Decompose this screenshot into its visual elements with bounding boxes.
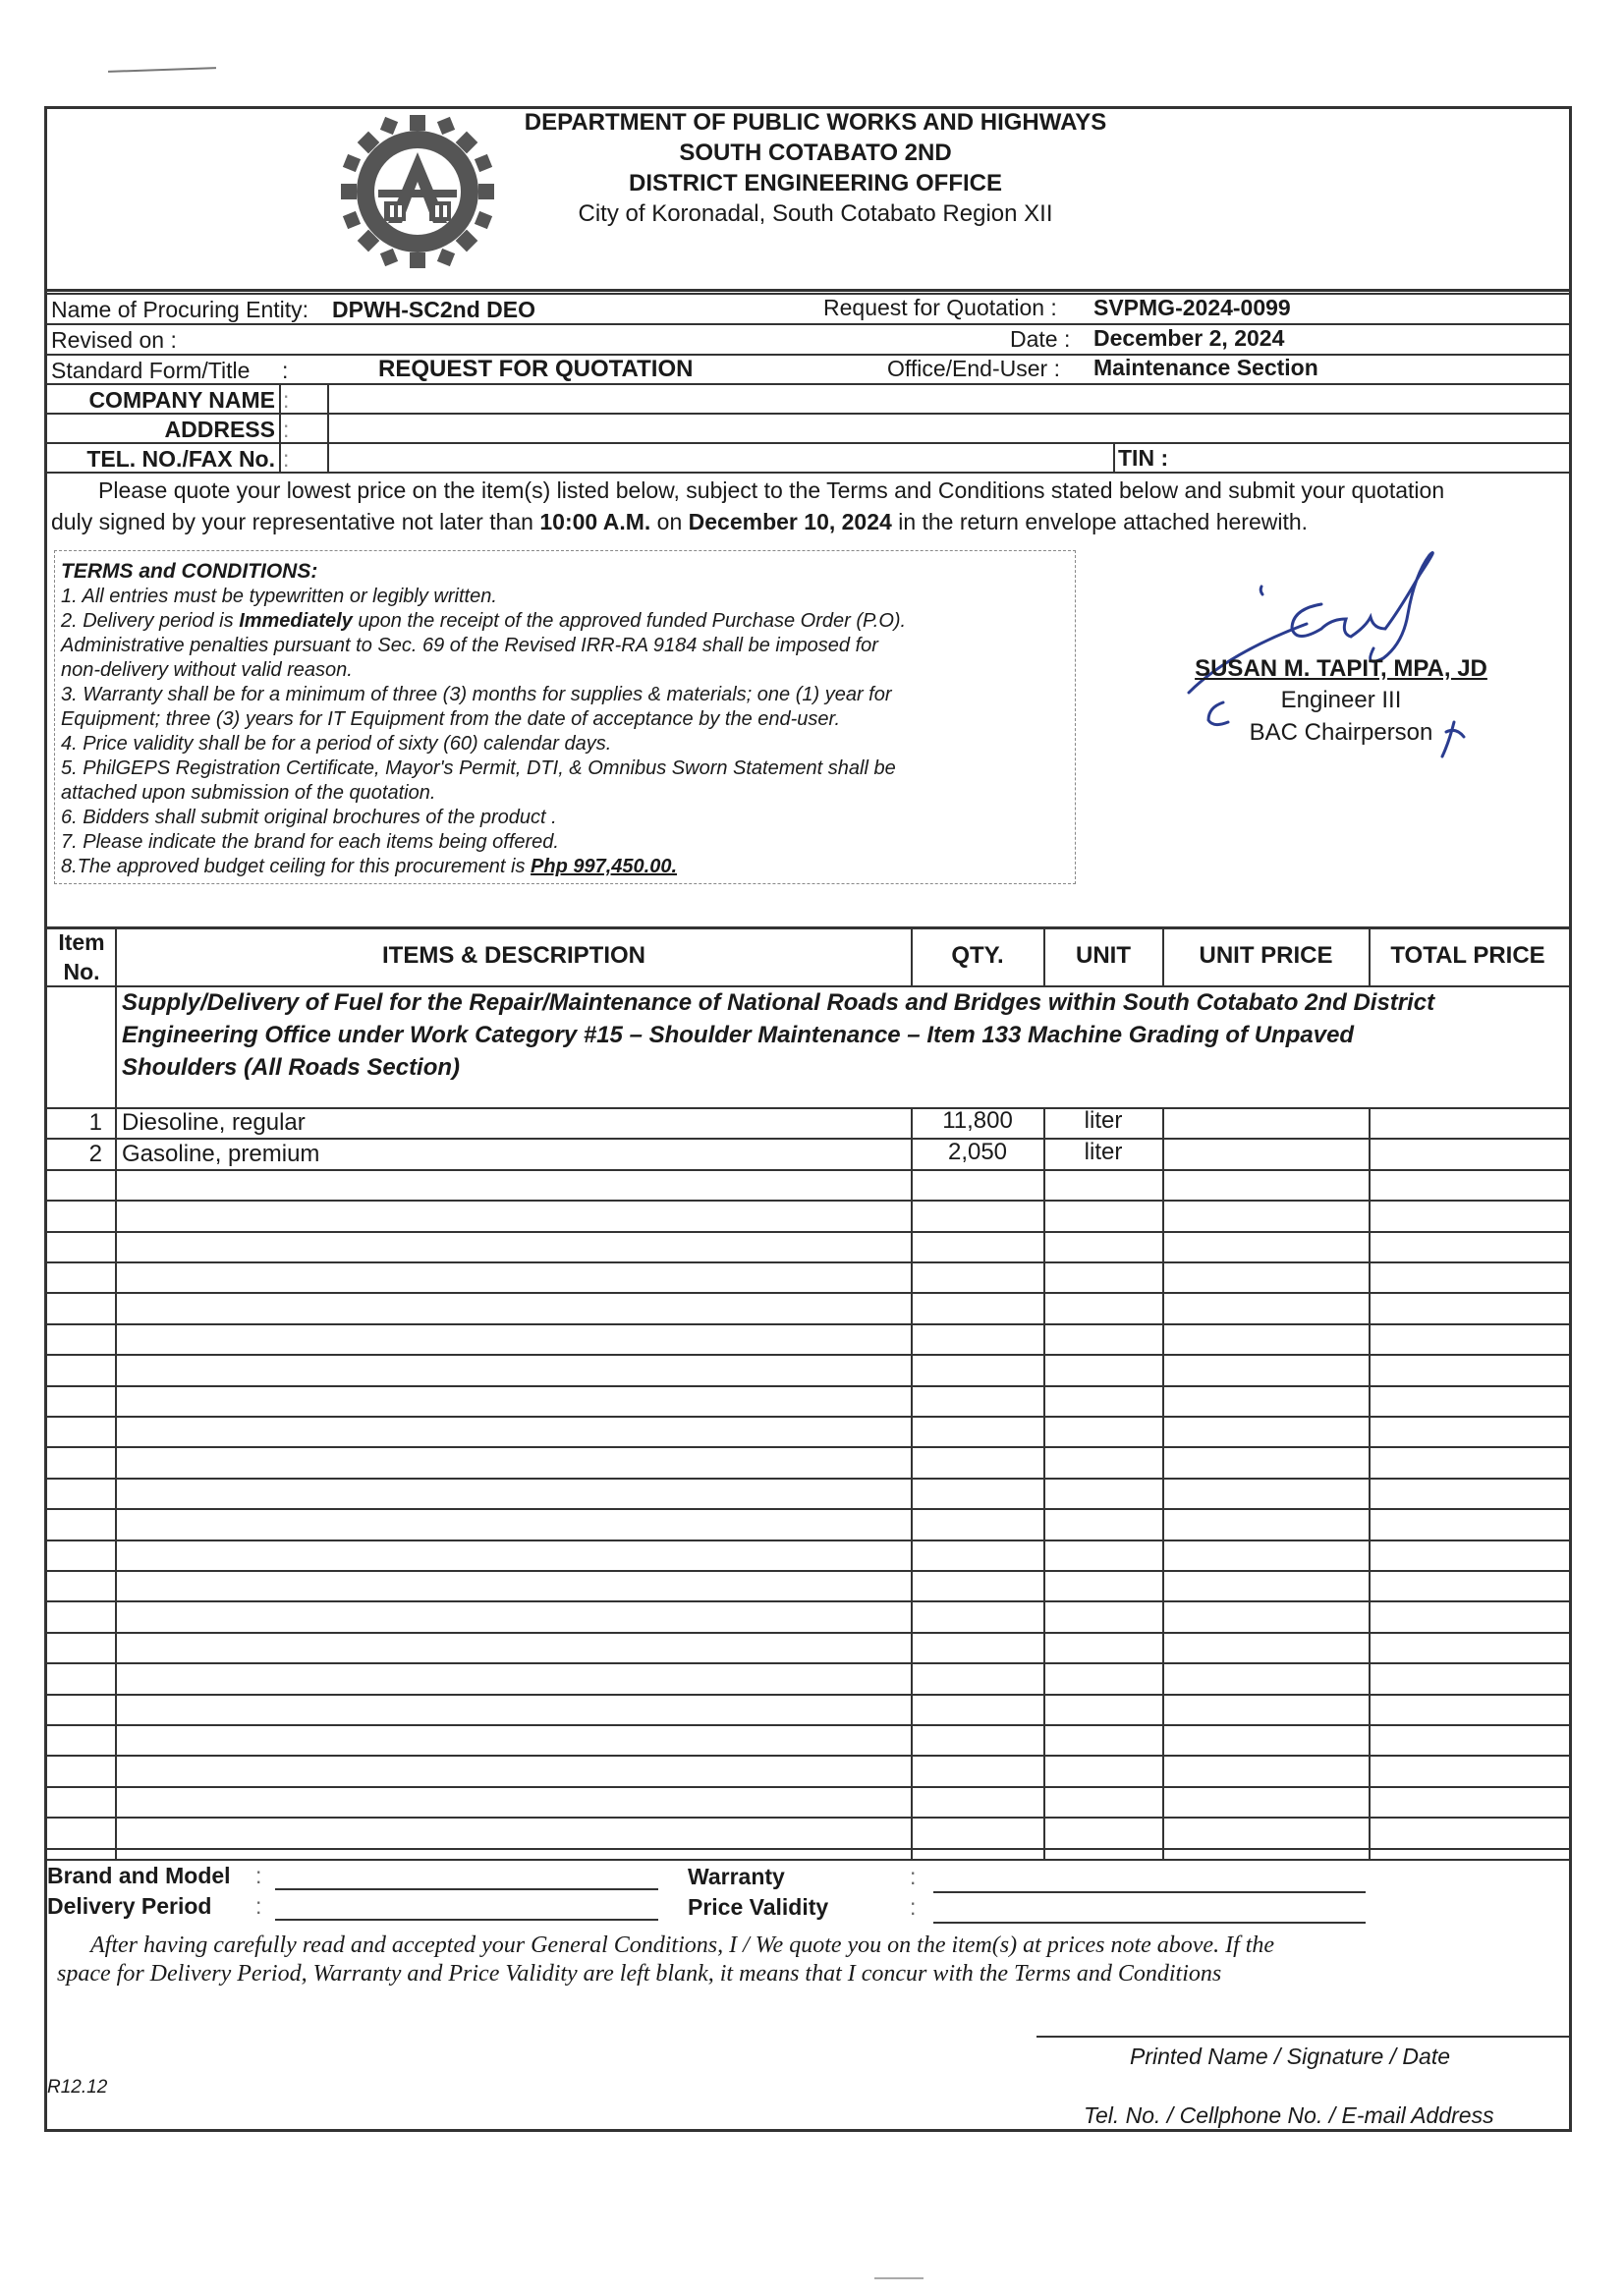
brand-model-label: Brand and Model	[47, 1863, 231, 1888]
table-row-line	[47, 1138, 1569, 1140]
scan-mark	[108, 67, 216, 73]
contact-label: Tel. No. / Cellphone No. / E-mail Address	[1084, 2102, 1494, 2128]
address-field[interactable]	[334, 417, 1562, 440]
row-1-no: 1	[88, 1109, 102, 1136]
standard-form-label: Standard Form/Title	[51, 358, 251, 383]
term-8: 8.The approved budget ceiling for this procurement is Php 997,450.00.	[61, 856, 678, 877]
signatory-role: BAC Chairperson	[1249, 719, 1433, 746]
company-name-field[interactable]	[334, 387, 1562, 411]
office-label: Office/End-User :	[887, 356, 1060, 381]
table-row-line	[47, 1570, 1569, 1572]
brand-model-colon: :	[255, 1863, 262, 1888]
form-code: R12.12	[47, 2077, 108, 2098]
warranty-colon: :	[910, 1864, 917, 1889]
term-3-cont: Equipment; three (3) years for IT Equipment from the date of acceptance by the end-user.	[61, 708, 841, 730]
header-item-no: Item No.	[58, 929, 105, 984]
term-6: 6. Bidders shall submit original brochures of the product .	[61, 807, 557, 828]
standard-form-colon: :	[282, 358, 289, 383]
table-row-line	[47, 1540, 1569, 1541]
table-row-line	[47, 1200, 1569, 1202]
delivery-period-colon: :	[255, 1893, 262, 1919]
scan-mark-bottom	[874, 2277, 924, 2279]
table-row-line	[47, 1261, 1569, 1263]
row-2-unit: liter	[1084, 1139, 1123, 1165]
header-unit: UNIT	[1076, 942, 1131, 969]
row-1-qty: 11,800	[942, 1107, 1013, 1134]
address-label: ADDRESS	[164, 417, 275, 442]
rfq-label: Request for Quotation :	[823, 295, 1057, 320]
office-value: Maintenance Section	[1093, 355, 1318, 380]
divider-header	[47, 289, 1569, 292]
signature-line[interactable]	[1036, 2036, 1569, 2038]
table-row-line	[47, 1848, 1569, 1850]
project-description-1: Supply/Delivery of Fuel for the Repair/Maintenance of National Roads and Bridges within South Cotabato 2nd District	[122, 989, 1435, 1016]
form-title: REQUEST FOR QUOTATION	[378, 356, 694, 382]
term-4: 4. Price validity shall be for a period of sixty (60) calendar days.	[61, 733, 612, 755]
table-row-line	[47, 1446, 1569, 1448]
terms-title: TERMS and CONDITIONS:	[61, 560, 318, 583]
instructions-line-1: Please quote your lowest price on the item(s) listed below, subject to the Terms and Conditions stated below and submit your quotation	[98, 477, 1445, 503]
row-1-unit: liter	[1084, 1107, 1123, 1134]
delivery-period-label: Delivery Period	[47, 1893, 212, 1919]
table-top-border	[47, 926, 1569, 929]
table-row-line	[47, 1508, 1569, 1510]
table-row-line	[47, 1786, 1569, 1788]
table-row-line	[47, 1755, 1569, 1757]
conformity-line-2: space for Delivery Period, Warranty and Price Validity are left blank, it means that I concur with the Terms and Conditions	[57, 1961, 1222, 1987]
term-7: 7. Please indicate the brand for each items being offered.	[61, 831, 559, 853]
table-row-line	[47, 1385, 1569, 1387]
header-qty: QTY.	[951, 942, 1004, 969]
delivery-period-field[interactable]	[275, 1919, 658, 1921]
term-2: 2. Delivery period is Immediately upon the receipt of the approved funded Purchase Order (P.O).	[61, 610, 907, 632]
term-2-cont2: non-delivery without valid reason.	[61, 659, 353, 681]
company-name-colon: :	[283, 387, 290, 413]
price-validity-colon: :	[910, 1894, 917, 1920]
table-row-line	[47, 1416, 1569, 1418]
warranty-label: Warranty	[688, 1864, 785, 1889]
table-row-line	[47, 1323, 1569, 1325]
table-row-line	[47, 1231, 1569, 1233]
warranty-field[interactable]	[933, 1891, 1366, 1893]
conformity-line-1: After having carefully read and accepted your General Conditions, I / We quote you on the item(s) at prices note above. If the	[90, 1932, 1275, 1958]
header-office: DISTRICT ENGINEERING OFFICE	[628, 170, 1002, 196]
date-value: December 2, 2024	[1093, 325, 1285, 351]
brand-model-field[interactable]	[275, 1888, 658, 1890]
table-bottom-border	[47, 1859, 1569, 1861]
table-row-line	[47, 1694, 1569, 1696]
instructions-line-2: duly signed by your representative not later than 10:00 A.M. on December 10, 2024 in the return envelope attached herewith.	[51, 509, 1309, 534]
term-2-cont: Administrative penalties pursuant to Sec. 69 of the Revised IRR-RA 9184 shall be imposed for	[61, 635, 878, 656]
address-colon: :	[283, 417, 290, 442]
procuring-entity-label: Name of Procuring Entity:	[51, 297, 309, 322]
table-row-line	[47, 1817, 1569, 1819]
company-name-label: COMPANY NAME	[88, 387, 275, 413]
price-validity-field[interactable]	[933, 1922, 1366, 1924]
price-validity-label: Price Validity	[688, 1894, 829, 1920]
tel-fax-colon: :	[283, 446, 290, 472]
table-row-line	[47, 1354, 1569, 1356]
table-row-line	[47, 1478, 1569, 1480]
tel-fax-label: TEL. NO./FAX No.	[86, 446, 275, 472]
term-5: 5. PhilGEPS Registration Certificate, Mayor's Permit, DTI, & Omnibus Sworn Statement shall be	[61, 757, 896, 779]
table-row-line	[47, 1169, 1569, 1171]
rfq-number: SVPMG-2024-0099	[1093, 295, 1291, 320]
revised-on-label: Revised on :	[51, 327, 177, 353]
term-1: 1. All entries must be typewritten or legibly written.	[61, 586, 497, 607]
printed-name-signature-date: Printed Name / Signature / Date	[1130, 2044, 1450, 2069]
term-5-cont: attached upon submission of the quotation.	[61, 782, 436, 804]
header-items-description: ITEMS & DESCRIPTION	[381, 942, 646, 969]
header-location: City of Koronadal, South Cotabato Region XII	[578, 200, 1053, 227]
date-label: Date :	[1010, 326, 1071, 352]
header-department: DEPARTMENT OF PUBLIC WORKS AND HIGHWAYS	[524, 109, 1107, 136]
header-total-price: TOTAL PRICE	[1390, 942, 1545, 969]
signatory-position: Engineer III	[1280, 687, 1402, 713]
signatory-name: SUSAN M. TAPIT, MPA, JD	[1195, 655, 1487, 682]
header-unit-price: UNIT PRICE	[1199, 942, 1333, 969]
table-row-line	[47, 1600, 1569, 1602]
project-description-2: Engineering Office under Work Category #15 – Shoulder Maintenance – Item 133 Machine Grading of Unpaved	[122, 1022, 1355, 1048]
table-row-line	[47, 1662, 1569, 1664]
project-description-3: Shoulders (All Roads Section)	[122, 1054, 461, 1081]
header-district: SOUTH COTABATO 2ND	[679, 140, 952, 166]
row-2-qty: 2,050	[947, 1139, 1008, 1165]
row-2-description: Gasoline, premium	[122, 1141, 320, 1167]
procuring-entity-value: DPWH-SC2nd DEO	[332, 297, 535, 322]
table-row-line	[47, 1724, 1569, 1726]
row-1-description: Diesoline, regular	[122, 1109, 306, 1136]
row-2-no: 2	[88, 1141, 102, 1167]
table-row-line	[47, 1292, 1569, 1294]
table-row-line	[47, 1632, 1569, 1634]
term-3: 3. Warranty shall be for a minimum of three (3) months for supplies & materials; one (1) year for	[61, 684, 892, 705]
tin-label: TIN :	[1118, 445, 1169, 471]
